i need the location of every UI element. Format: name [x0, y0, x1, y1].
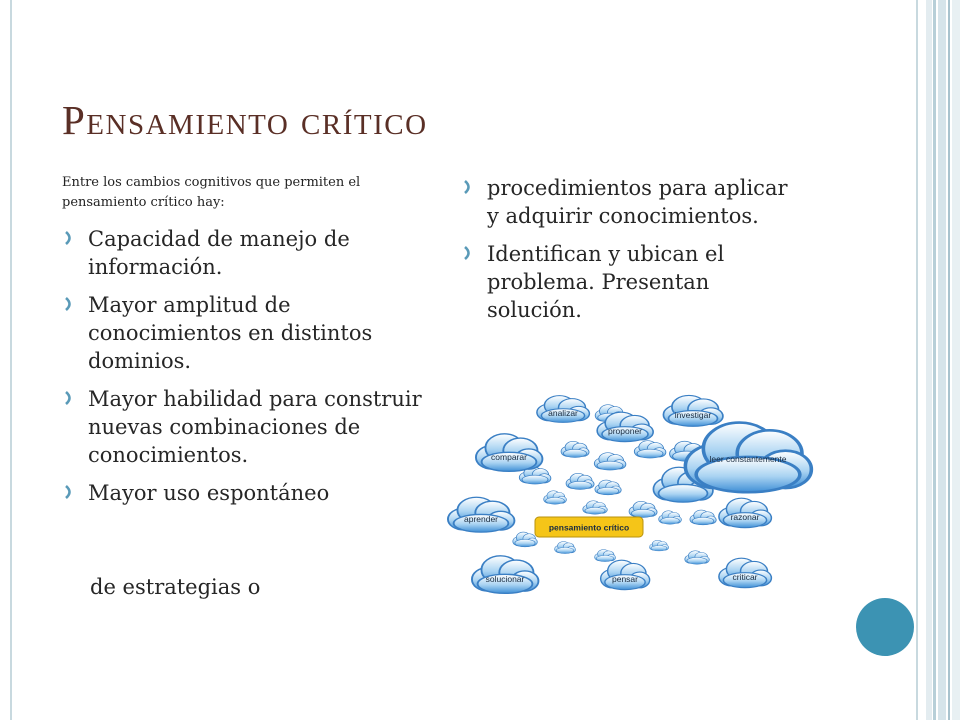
node-criticar: criticar — [732, 572, 758, 582]
center-label: pensamiento crítico — [548, 522, 630, 533]
cloud-shape — [595, 550, 616, 562]
right-stripe — [952, 0, 960, 720]
bullet-text: Mayor uso espontáneo — [88, 481, 330, 505]
cloud-shape — [659, 511, 682, 524]
node-proponer: proponer — [607, 426, 643, 436]
bullet-item — [461, 240, 801, 324]
bullet-item — [461, 174, 801, 230]
right-stripe — [948, 0, 950, 720]
right-stripe — [938, 0, 946, 720]
cloud-shape — [595, 480, 621, 495]
bullet-icon — [62, 297, 76, 311]
bullet-icon — [461, 180, 475, 194]
bullet-item — [62, 291, 432, 375]
slide-title: Pensamiento crítico — [62, 97, 428, 143]
bullet-text: procedimientos para aplicar y adquirir conocimientos. — [487, 176, 788, 228]
cloud-shape — [513, 532, 538, 547]
bullet-item — [62, 479, 432, 507]
bullet-icon — [62, 391, 76, 405]
cloud-shape — [594, 453, 626, 470]
cloud-shape — [690, 510, 716, 525]
cloud-shape — [544, 491, 567, 504]
right-stripe — [933, 0, 936, 720]
bullet-continuation: de estrategias o — [90, 575, 261, 599]
right-bullet-list — [461, 174, 801, 334]
cloud-shape — [634, 441, 666, 458]
cloud-shape — [583, 501, 608, 514]
concept-cloud-diagram — [445, 380, 815, 610]
decorative-circle — [856, 598, 914, 656]
right-stripe — [926, 0, 932, 720]
bullet-icon — [62, 231, 76, 245]
node-razonar: razonar — [730, 512, 760, 522]
node-comparar: comparar — [491, 452, 527, 462]
node-pensar: pensar — [612, 574, 638, 584]
node-investigar: investigar — [674, 410, 712, 420]
cloud-shape — [566, 473, 594, 489]
node-solucionar: solucionar — [485, 574, 525, 584]
left-bullet-list — [62, 225, 432, 517]
bullet-icon — [461, 246, 475, 260]
cloud-shape — [555, 542, 576, 554]
bullet-text: Identifican y ubican el problema. Presentan solución. — [487, 242, 725, 322]
bullet-text: Capacidad de manejo de información. — [88, 227, 350, 279]
bullet-item — [62, 225, 432, 281]
bullet-text: Mayor amplitud de conocimientos en distintos dominios. — [88, 293, 373, 373]
cloud-shape — [685, 551, 710, 564]
bullet-icon — [62, 485, 76, 499]
node-analizar: analizar — [548, 408, 578, 418]
cloud-shape — [561, 441, 589, 457]
cloud-shape — [649, 540, 668, 551]
cloud-shape — [629, 501, 657, 517]
node-aprender: aprender — [463, 514, 499, 524]
node-leer-constantemente: leer constantemente — [709, 454, 787, 464]
bullet-text: Mayor habilidad para construir nuevas combinaciones de conocimientos. — [88, 387, 422, 467]
intro-text: Entre los cambios cognitivos que permiten el pensamiento crítico hay: — [62, 175, 361, 210]
bullet-item — [62, 385, 432, 469]
